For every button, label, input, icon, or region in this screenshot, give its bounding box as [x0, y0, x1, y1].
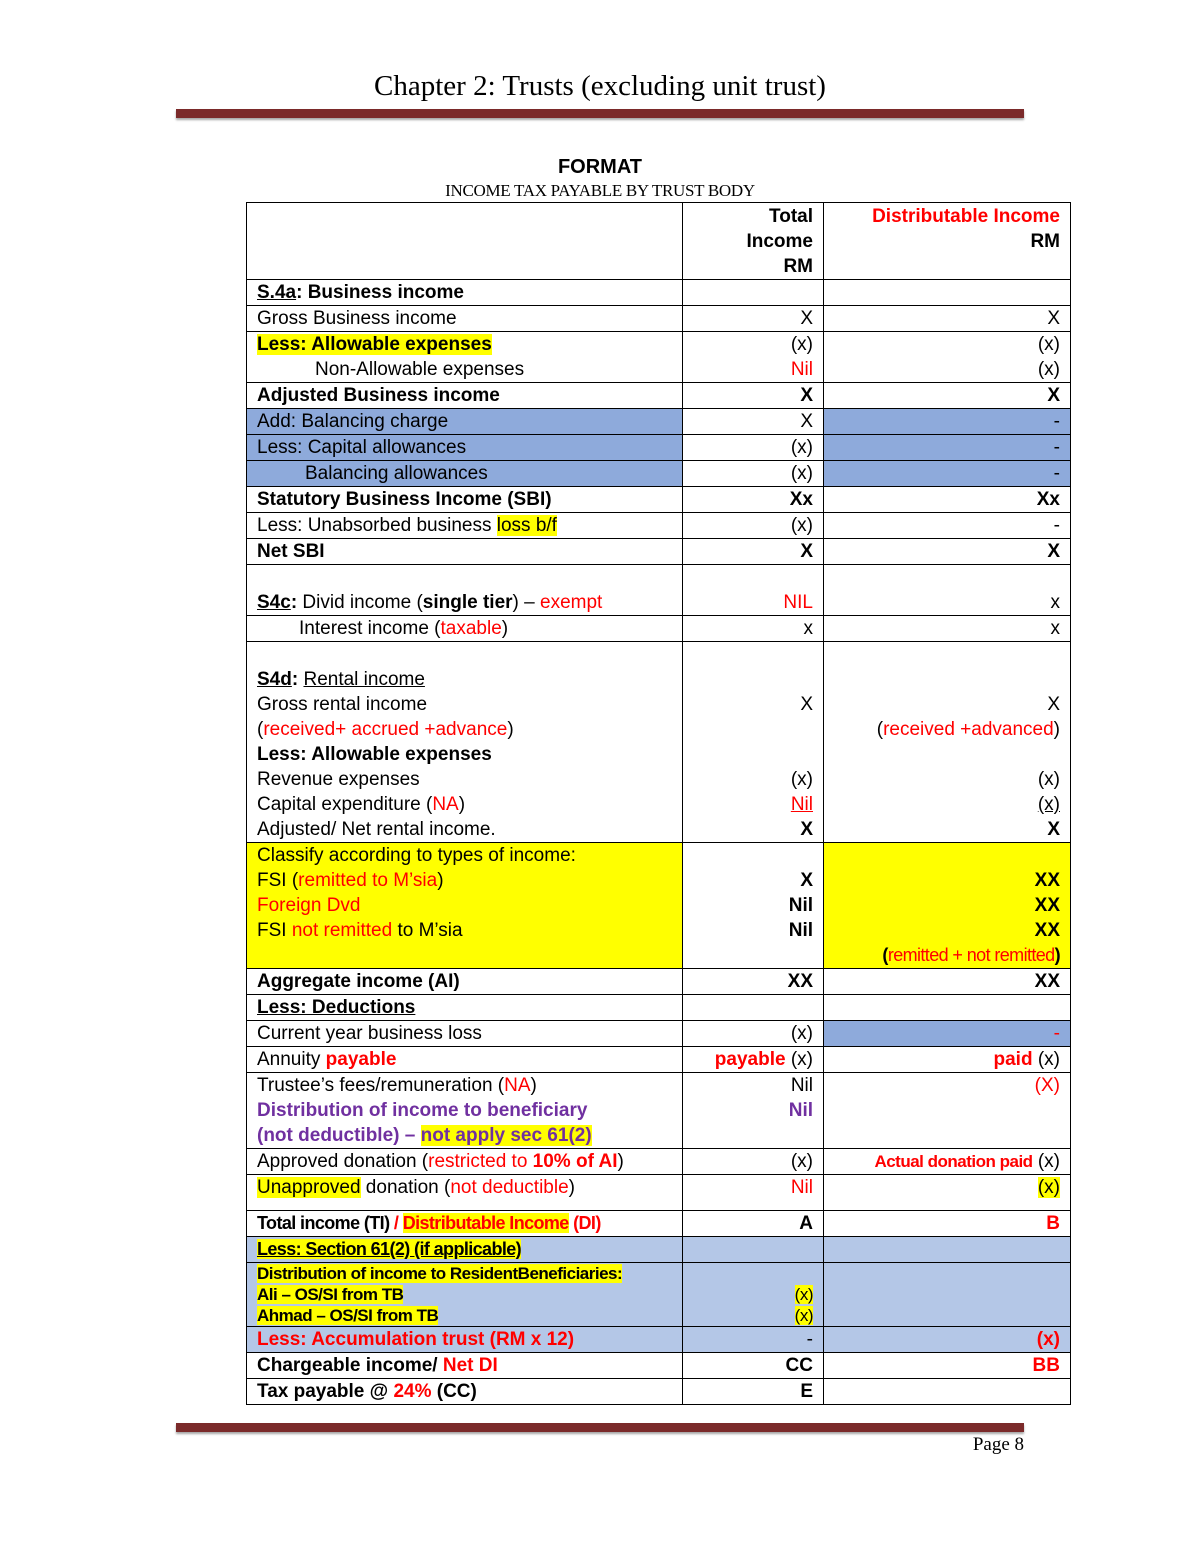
header-blank [247, 203, 683, 280]
table-row: Chargeable income/ Net DI CC BB [247, 1353, 1071, 1379]
chapter-title: Chapter 2: Trusts (excluding unit trust) [374, 70, 826, 102]
table-row: Annuity payable payable (x) paid (x) [247, 1047, 1071, 1073]
format-title: FORMAT [557, 156, 643, 178]
rental-note-ti: received+ accrued +advance [263, 719, 508, 740]
table-row: Gross Business income X X [247, 306, 1071, 332]
table-row: Tax payable @ 24% (CC) E [247, 1379, 1071, 1405]
table-row: Current year business loss (x) - [247, 1021, 1071, 1047]
table-row: Less: Section 61(2) (if applicable) [247, 1237, 1071, 1263]
table-row: S4d: Rental income Gross rental income (received+ accrued +advance) Less: Allowable expenses Revenue expenses Capital expenditure (NA) Adjusted/ Net rental income. X (x) Nil X X (received +advanced) (x) (x) X [247, 642, 1071, 843]
table-row: Total income (TI) / Distributable Income (DI) A B [247, 1211, 1071, 1237]
table-row: Balancing allowances (x) - [247, 461, 1071, 487]
table-header-row [247, 203, 1071, 280]
table-row: Classify according to types of income: FSI (remitted to M’sia) Foreign Dvd FSI not remitted to M’sia X Nil Nil XX XX XX (remitted + not remitted) [247, 843, 1071, 969]
table-row: S4c: Divid income (single tier) – exempt NIL x [247, 565, 1071, 616]
footer-rule [176, 1423, 1024, 1432]
table-row: Statutory Business Income (SBI) Xx Xx [247, 487, 1071, 513]
table-row: Distribution of income to ResidentBeneficiaries: Ali – OS/SI from TB Ahmad – OS/SI from TB (x) (x) [247, 1263, 1071, 1327]
table-row: Net SBI X X [247, 539, 1071, 565]
header-rule [176, 109, 1024, 118]
table-row: Trustee’s fees/remuneration (NA) Distribution of income to beneficiary (not deductible) – not apply sec 61(2) Nil Nil (X) [247, 1073, 1071, 1149]
tax-format-table [246, 202, 1071, 1405]
s4a-heading: S.4a: Business income [247, 280, 683, 306]
table-row [247, 280, 1071, 306]
table-row: Less: Accumulation trust (RM x 12) - (x) [247, 1327, 1071, 1353]
table-row: Less: Unabsorbed business loss b/f (x) - [247, 513, 1071, 539]
table-row: Interest income (taxable) x x [247, 616, 1071, 642]
rental-note-di: received +advanced [883, 719, 1054, 740]
table-row: Less: Deductions [247, 995, 1071, 1021]
table-row: Less: Allowable expenses Non-Allowable expenses (x) Nil (x) (x) [247, 332, 1071, 383]
table-row: Adjusted Business income X X [247, 383, 1071, 409]
table-row: Less: Capital allowances (x) - [247, 435, 1071, 461]
table-row: Approved donation (restricted to 10% of AI) (x) Actual donation paid (x) [247, 1149, 1071, 1175]
table-row: Aggregate income (AI) XX XX [247, 969, 1071, 995]
table-row: Unapproved donation (not deductible) Nil (x) [247, 1175, 1071, 1211]
format-subtitle: INCOME TAX PAYABLE BY TRUST BODY [445, 181, 755, 200]
header-distributable-income: Distributable Income RM [824, 203, 1071, 280]
page-number: Page 8 [972, 1434, 1024, 1455]
table-row: Add: Balancing charge X - [247, 409, 1071, 435]
header-total-income: Total Income RM [683, 203, 824, 280]
